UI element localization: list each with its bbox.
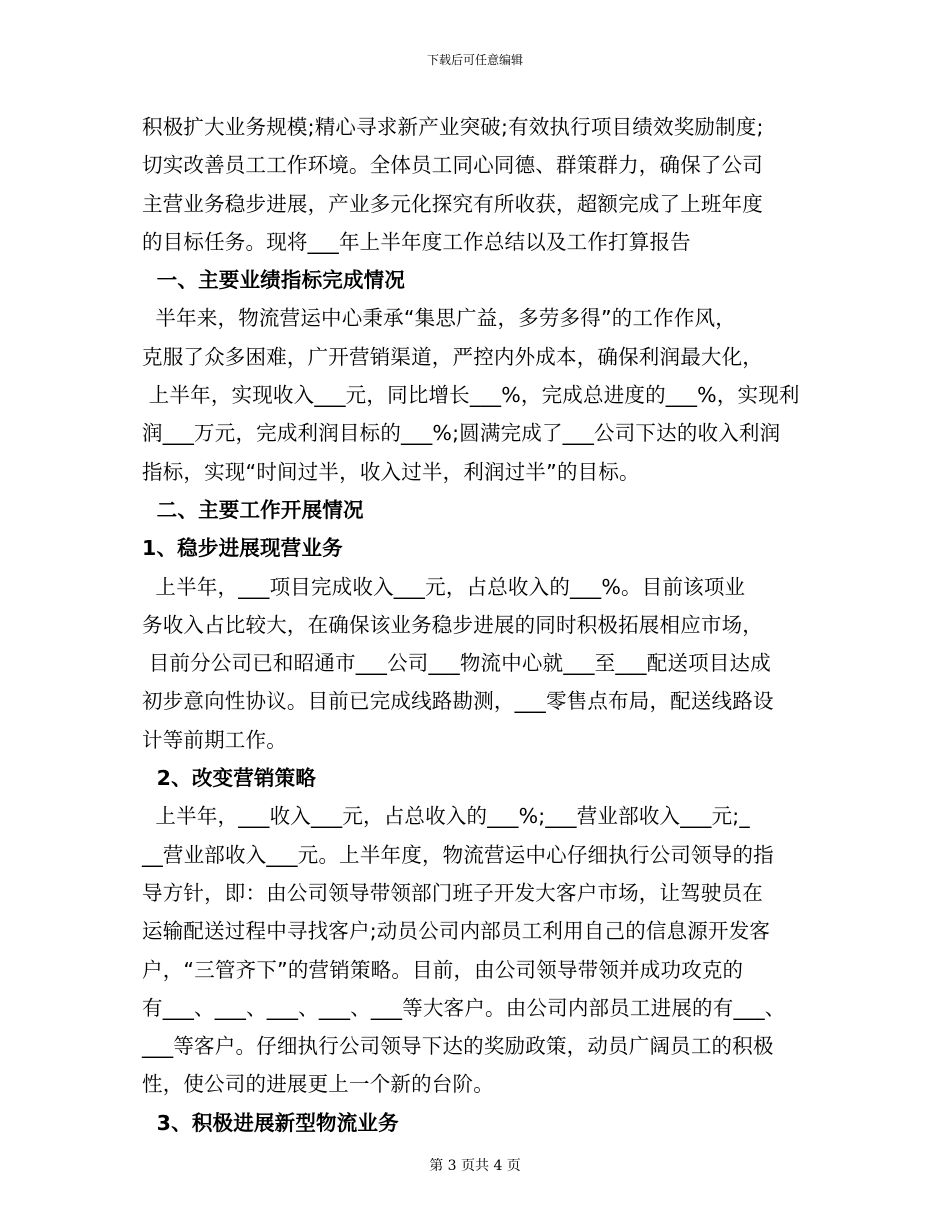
paragraph-line: ___等客户。仔细执行公司领导下达的奖励政策，动员广阔员工的积极	[142, 1034, 774, 1059]
paragraph-line: 指标，实现“时间过半，收入过半，利润过半”的目标。	[142, 459, 640, 484]
paragraph-line: 计等前期工作。	[142, 727, 287, 752]
paragraph-line: 主营业务稳步进展，产业多元化探究有所收获，超额完成了上班年度	[142, 191, 763, 216]
paragraph-line: 运输配送过程中寻找客户;动员公司内部员工利用自己的信息源开发客	[142, 919, 771, 944]
section-heading: 3、积极进展新型物流业务	[142, 1110, 399, 1135]
paragraph-line: 务收入占比较大，在确保该业务稳步进展的同时积极拓展相应市场，	[142, 612, 763, 637]
paragraph-line: 上半年，实现收入___元，同比增长___%，完成总进度的___%，实现利	[142, 383, 800, 408]
paragraph-line: __营业部收入___元。上半年度，物流营运中心仔细执行公司领导的指	[142, 842, 774, 867]
paragraph-line: 切实改善员工工作环境。全体员工同心同德、群策群力，确保了公司	[142, 153, 763, 178]
paragraph-line: 克服了众多困难，广开营销渠道，严控内外成本，确保利润最大化，	[142, 344, 763, 369]
paragraph-line: 有___、___、___、___、___等大客户。由公司内部员工进展的有___、	[142, 995, 786, 1020]
paragraph-line: 积极扩大业务规模;精心寻求新产业突破;有效执行项目绩效奖励制度;	[142, 115, 764, 139]
paragraph-line: 润___万元，完成利润目标的___%;圆满完成了___公司下达的收入利润	[142, 421, 781, 446]
paragraph-line: 目前分公司已和昭通市___公司___物流中心就___至___配送项目达成	[142, 651, 771, 676]
section-heading: 1、稳步进展现营业务	[142, 536, 343, 561]
paragraph-line: 上半年，___项目完成收入___元，占总收入的___%。目前该项业	[142, 574, 746, 599]
paragraph-line: 初步意向性协议。目前已完成线路勘测，___零售点布局，配送线路设	[142, 689, 774, 714]
section-heading: 2、改变营销策略	[142, 766, 317, 791]
paragraph-line: 的目标任务。现将___年上半年度工作总结以及工作打算报告	[142, 229, 691, 254]
paragraph-line: 户，“三管齐下”的营销策略。目前，由公司领导带领并成功攻克的	[142, 957, 744, 982]
section-heading: 二、主要工作开展情况	[142, 497, 364, 522]
paragraph-line: 导方针，即：由公司领导带领部门班子开发大客户市场，让驾驶员在	[142, 880, 763, 905]
paragraph-line: 半年来，物流营运中心秉承“集思广益，多劳多得”的工作作风，	[142, 306, 736, 331]
document-body	[142, 108, 812, 1142]
page-footer: 第 3 页共 4 页	[429, 1158, 521, 1174]
page-header: 下载后可任意编辑	[426, 53, 523, 67]
section-heading: 一、主要业绩指标完成情况	[142, 268, 406, 293]
paragraph-line: 上半年，___收入___元，占总收入的___%;___营业部收入___元;_	[142, 804, 750, 829]
paragraph-line: 性，使公司的进展更上一个新的台阶。	[142, 1072, 494, 1097]
